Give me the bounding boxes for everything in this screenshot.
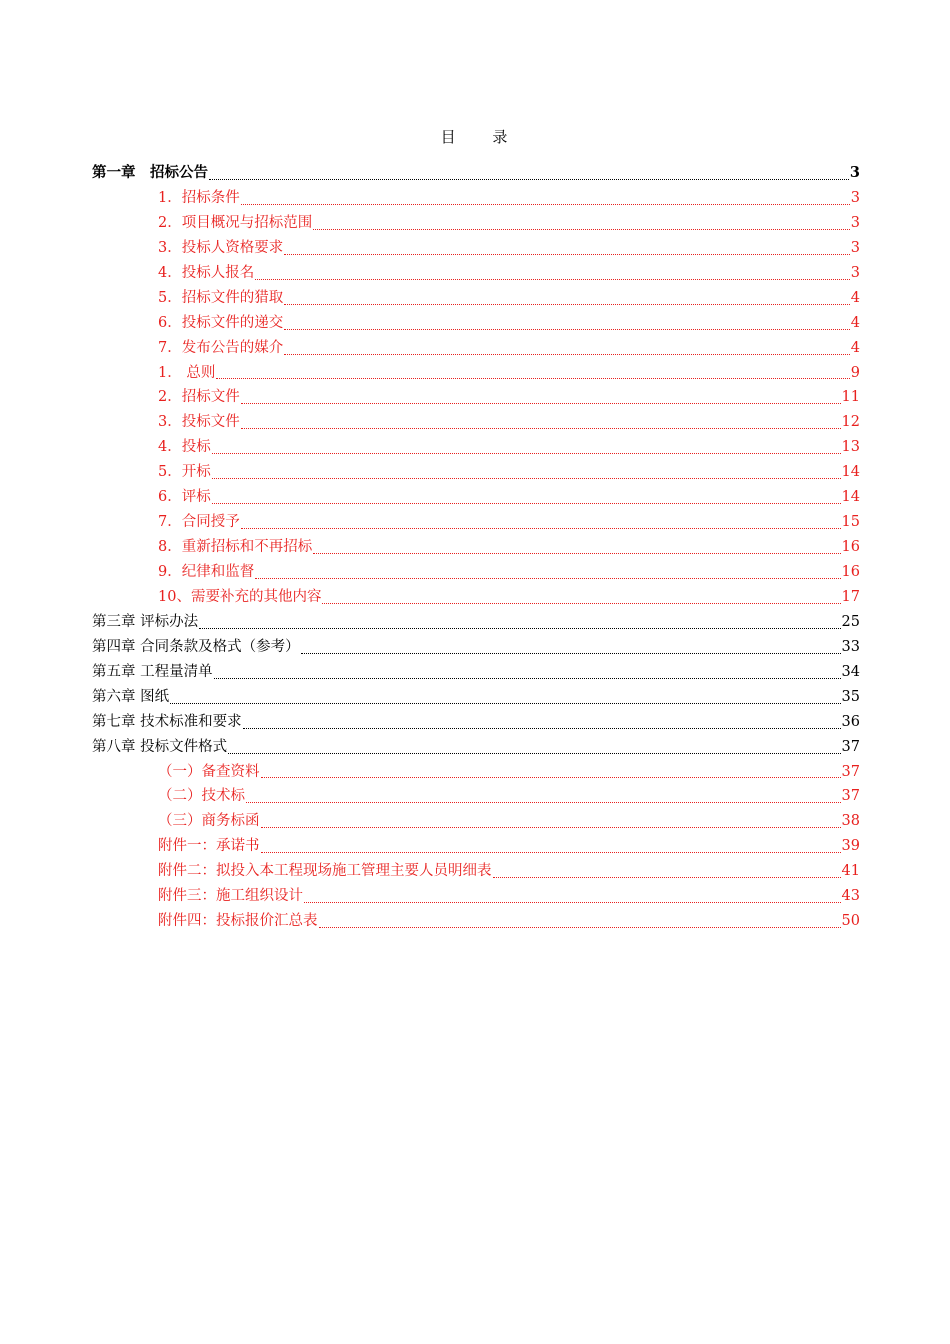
toc-dot-leader [246,802,841,803]
toc-entry[interactable] [92,286,860,311]
toc-entry-label: 附件四：投标报价汇总表 [158,913,318,930]
toc-dot-leader [284,304,850,305]
toc-entry-label: （三）商务标函 [158,813,260,830]
toc-entry-page-number: 3 [850,214,860,231]
toc-entry[interactable] [92,610,860,635]
toc-entry-label: 2．项目概况与招标范围 [158,214,313,231]
toc-entry-label: 3．投标文件 [158,414,240,431]
toc-entry-page-number: 34 [841,663,860,680]
toc-entry-page-number: 16 [841,539,860,556]
toc-entry-page-number: 35 [841,688,860,705]
toc-entry[interactable] [92,236,860,261]
toc-dot-leader [214,678,841,679]
toc-entry-label: 附件一：承诺书 [158,838,260,855]
toc-entry[interactable] [92,510,860,535]
toc-entry-label: 附件二：拟投入本工程现场施工管理主要人员明细表 [158,863,492,880]
toc-entry[interactable] [92,884,860,909]
toc-dot-leader [241,528,841,529]
toc-entry-page-number: 16 [841,564,860,580]
toc-entry[interactable] [92,685,860,710]
toc-entry-label: 4．投标 [158,439,211,456]
toc-entry-label: 5．招标文件的猎取 [158,289,284,306]
toc-entry[interactable] [92,186,860,211]
toc-entry-page-number: 3 [850,239,860,256]
toc-dot-leader [212,503,841,504]
toc-entry[interactable] [92,485,860,510]
toc-entry[interactable] [92,460,860,485]
toc-entry-page-number: 4 [850,339,860,356]
toc-entry-page-number: 38 [841,813,860,830]
toc-entry-label: 8．重新招标和不再招标 [158,539,313,556]
toc-entry[interactable] [92,735,860,760]
toc-entry[interactable] [92,660,860,685]
toc-dot-leader [319,927,841,928]
toc-entry-label: 2．招标文件 [158,389,240,406]
toc-entry-page-number: 3 [850,264,860,281]
toc-entry-page-number: 14 [841,464,860,481]
toc-entry-label: 第五章 工程量清单 [92,663,213,680]
toc-entry-label: 7．发布公告的媒介 [158,339,284,356]
toc-entry-label: 第三章 评标办法 [92,613,199,630]
toc-entry[interactable] [92,161,860,186]
toc-dot-leader [243,728,841,729]
toc-entry[interactable] [92,311,860,336]
toc-entry[interactable] [92,361,860,386]
toc-dot-leader [261,852,841,853]
toc-entry-page-number: 25 [841,613,860,630]
toc-entry-page-number: 50 [841,913,860,930]
toc-entry-label: 7．合同授予 [158,514,240,531]
toc-entry-page-number: 15 [841,514,860,531]
toc-entry-page-number: 14 [841,489,860,506]
toc-entry-label: 第七章 技术标准和要求 [92,713,242,730]
toc-entry-page-number: 4 [850,314,860,331]
toc-entry[interactable] [92,385,860,410]
toc-dot-leader [170,703,840,704]
toc-entry-page-number: 37 [841,763,860,780]
toc-entry-page-number: 4 [850,289,860,306]
table-of-contents [92,161,860,934]
toc-entry-label: （二）技术标 [158,788,245,805]
toc-entry-page-number: 9 [850,364,860,381]
toc-entry[interactable] [92,410,860,435]
toc-entry-page-number: 17 [841,588,860,605]
toc-entry-page-number: 37 [841,738,860,755]
toc-dot-leader [241,428,841,429]
toc-dot-leader [313,229,850,230]
toc-entry[interactable] [92,535,860,560]
title-left: 目 [440,128,458,146]
toc-dot-leader [255,578,840,579]
toc-dot-leader [228,753,840,754]
toc-entry-page-number: 39 [841,838,860,855]
toc-entry-page-number: 3 [850,189,860,206]
toc-entry-page-number: 11 [841,389,860,406]
toc-entry-label: 10、需要补充的其他内容 [158,588,322,605]
toc-dot-leader [301,653,841,654]
page-title [0,126,950,147]
toc-dot-leader [241,204,850,205]
toc-entry[interactable] [92,760,860,785]
toc-entry[interactable] [92,710,860,735]
toc-entry-label: 第一章 招标公告 [92,164,208,181]
toc-dot-leader [261,827,841,828]
toc-entry-page-number: 41 [841,863,860,880]
toc-entry[interactable] [92,435,860,460]
toc-dot-leader [313,553,840,554]
toc-entry-label: 4．投标人报名 [158,264,255,281]
toc-entry[interactable] [92,336,860,361]
toc-entry-page-number: 36 [841,713,860,730]
toc-entry[interactable] [92,859,860,884]
toc-entry-page-number: 12 [841,414,860,431]
toc-entry-label: 9．纪律和监督 [158,564,255,580]
toc-entry-page-number: 3 [849,164,860,181]
toc-dot-leader [199,628,840,629]
toc-entry-page-number: 37 [841,788,860,805]
toc-entry[interactable] [92,834,860,859]
toc-dot-leader [212,478,841,479]
toc-entry-label: 附件三：施工组织设计 [158,888,303,905]
toc-dot-leader [212,453,841,454]
toc-entry-label: 1．招标条件 [158,189,240,206]
toc-dot-leader [322,603,840,604]
toc-entry-page-number: 13 [841,439,860,456]
toc-entry-label: 第八章 投标文件格式 [92,738,228,755]
toc-entry[interactable] [92,585,860,610]
toc-entry-page-number: 33 [841,638,860,655]
toc-dot-leader [209,179,849,180]
toc-entry-label: 6．评标 [158,489,211,506]
toc-entry-label: 3．投标人资格要求 [158,239,284,256]
toc-entry[interactable] [92,909,860,934]
title-right: 录 [492,128,510,146]
toc-entry-page-number: 43 [841,888,860,905]
toc-entry[interactable] [92,784,860,809]
toc-entry-label: 第六章 图纸 [92,688,170,705]
toc-entry[interactable] [92,809,860,834]
toc-entry-label: 1． 总则 [158,364,216,381]
toc-entry[interactable] [92,211,860,236]
toc-entry-label: 6．投标文件的递交 [158,314,284,331]
toc-entry[interactable] [92,635,860,660]
toc-dot-leader [304,902,841,903]
toc-dot-leader [284,254,850,255]
toc-dot-leader [261,777,841,778]
toc-dot-leader [241,403,841,404]
toc-entry-label: 5．开标 [158,464,211,481]
toc-dot-leader [284,354,850,355]
toc-dot-leader [216,378,849,379]
toc-entry[interactable] [92,261,860,286]
toc-entry-label: 第四章 合同条款及格式（参考） [92,638,300,655]
toc-dot-leader [255,279,850,280]
toc-dot-leader [493,877,841,878]
toc-entry[interactable] [92,560,860,585]
toc-entry-label: （一）备查资料 [158,763,260,780]
toc-dot-leader [284,329,850,330]
